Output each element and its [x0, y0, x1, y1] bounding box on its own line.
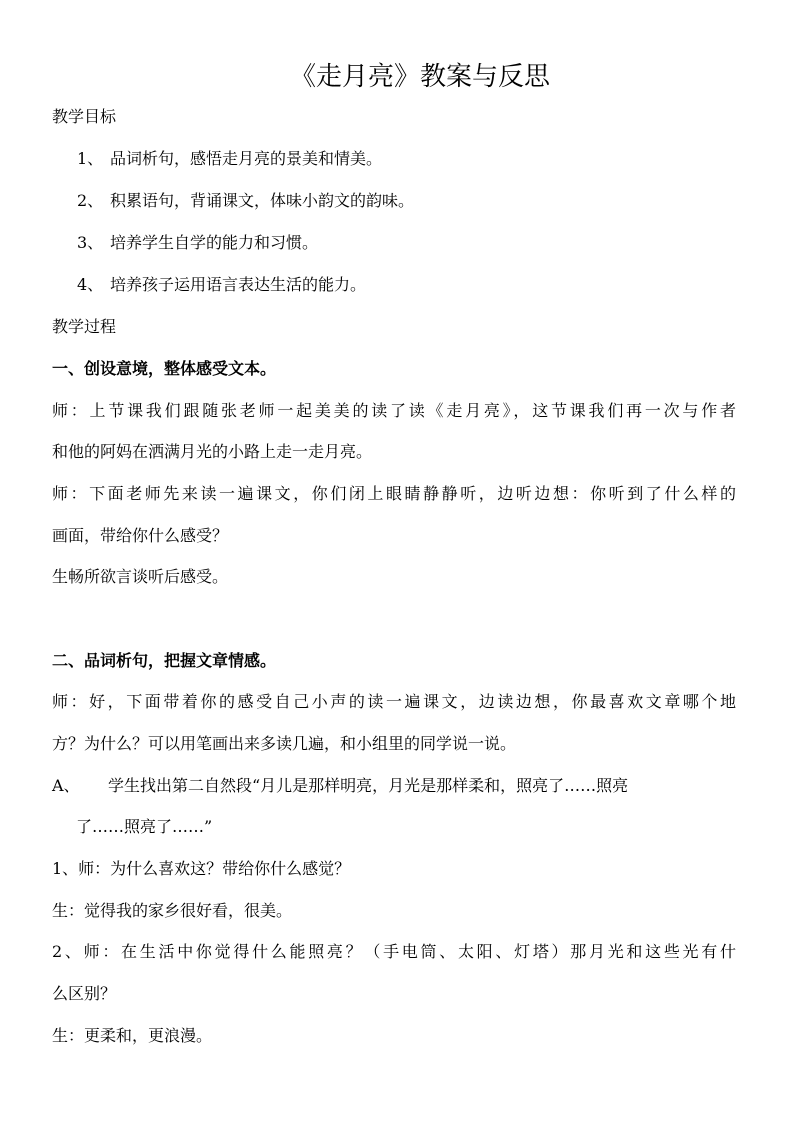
objective-item — [77, 233, 318, 253]
paragraph-line: 师：下面老师先来读一遍课文，你们闭上眼睛静静听，边听边想：你听到了什么样的 — [52, 484, 736, 503]
question-line: 2、师：在生活中你觉得什么能照亮？（手电筒、太阳、灯塔）那月光和这些光有什 — [52, 942, 736, 961]
answer-line: 生：更柔和，更浪漫。 — [52, 1026, 213, 1045]
objective-number: 4、 — [77, 275, 104, 294]
question-line: 1、师：为什么喜欢这？带给你什么感觉？ — [52, 859, 351, 878]
paragraph-line: 画面，带给你什么感受？ — [52, 526, 229, 545]
list-item-text: 学生找出第二自然段“月儿是那样明亮，月光是那样柔和，照亮了……照亮 — [108, 776, 629, 795]
objectives-heading: 教学目标 — [52, 107, 117, 126]
objective-number: 2、 — [77, 191, 104, 210]
question-line: 么区别？ — [52, 984, 117, 1003]
paragraph-line: 师：好，下面带着你的感受自己小声的读一遍课文，边读边想，你最喜欢文章哪个地 — [52, 692, 736, 711]
objective-text: 培养孩子运用语言表达生活的能力。 — [110, 275, 367, 294]
objective-item — [77, 149, 382, 169]
objective-number: 3、 — [77, 233, 104, 252]
paragraph-line: 方？为什么？可以用笔画出来多读几遍，和小组里的同学说一说。 — [52, 734, 517, 753]
objective-number: 1、 — [77, 149, 104, 168]
objective-text: 积累语句，背诵课文，体味小韵文的韵味。 — [110, 191, 415, 210]
paragraph-line: 师：上节课我们跟随张老师一起美美的读了读《走月亮》，这节课我们再一次与作者 — [52, 401, 736, 420]
paragraph-line: 生畅所欲言谈听后感受。 — [52, 567, 229, 586]
paragraph-line: 和他的阿妈在洒满月光的小路上走一走月亮。 — [52, 442, 373, 461]
section-heading: 二、品词析句，把握文章情感。 — [52, 651, 277, 670]
paragraph-line: 了……照亮了……” — [76, 817, 213, 836]
objective-text: 品词析句，感悟走月亮的景美和情美。 — [110, 149, 383, 168]
objective-text: 培养学生自学的能力和习惯。 — [110, 233, 319, 252]
objective-item — [77, 275, 366, 295]
objective-item — [77, 191, 414, 211]
document-title: 《走月亮》教案与反思 — [289, 62, 550, 92]
section-heading: 一、创设意境，整体感受文本。 — [52, 359, 277, 378]
process-heading: 教学过程 — [52, 317, 117, 336]
list-item-a — [52, 776, 628, 796]
list-label: A、 — [52, 776, 80, 795]
answer-line: 生：觉得我的家乡很好看，很美。 — [52, 901, 293, 920]
